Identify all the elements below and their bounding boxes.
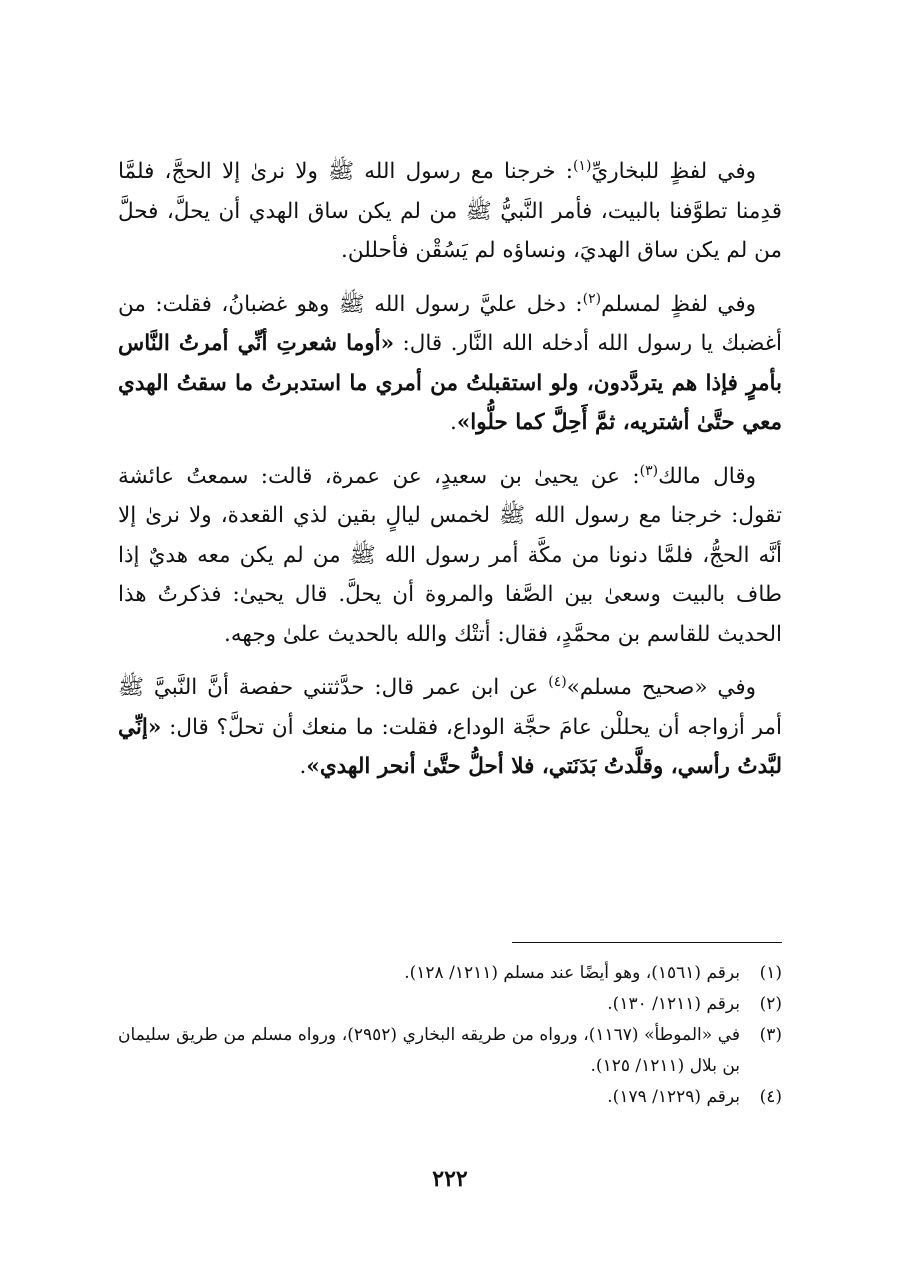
paragraph (118, 152, 782, 271)
paragraph-text: : دخل عليَّ رسول الله ﷺ وهو غضبانُ، فقلت: من أغضبك يا رسول الله أدخله الله النَّار. قال: (118, 291, 782, 356)
paragraph (118, 668, 782, 787)
footnote-text: في «الموطأ» (١١٦٧)، ورواه من طريقه البخاري (٢٩٥٢)، ورواه مسلم من طريق سليمان بن بلال (١٢١١/ ١٢٥). (118, 1025, 740, 1076)
main-text (118, 152, 782, 801)
footnote (118, 1020, 782, 1082)
paragraph-text: : عن يحيىٰ بن سعيدٍ، عن عمرة، قالت: سمعتُ عائشة تقول: خرجنا مع رسول الله ﷺ لخمس ليالٍ بقين لذي القعدة، ولا نرىٰ إلا أنَّه الحجُّ، فلمَّا دنونا من مكَّة أمر رسول الله ﷺ من لم يكن معه هديٌ إذا طاف بالبيت وسعىٰ بين الصَّفا والمروة أن يحلَّ. قال يحيىٰ: فذكرتُ هذا الحديث للقاسم بن محمَّدٍ، فقال: أتتْك والله بالحديث علىٰ وجهه. (118, 463, 782, 647)
footnote-text: برقم (١٢١١/ ١٣٠). (607, 994, 740, 1014)
paragraph-text: عن ابن عمر قال: حدَّثتني حفصة أنَّ النَّبيَّ ﷺ أمر أزواجه أن يحللْن عامَ حجَّة الوداع، فقلت: ما منعك أن تحلَّ؟ قال: (118, 675, 782, 740)
footnote-reference: (٢) (582, 290, 602, 307)
footnote-number: (١) (759, 963, 782, 983)
footnote (118, 958, 782, 989)
footnote-number: (٣) (759, 1025, 782, 1045)
paragraph (118, 457, 782, 655)
paragraph-lead: وفي لفظٍ لمسلم (601, 291, 757, 317)
footnote-divider (512, 942, 782, 943)
footnotes (118, 958, 782, 1113)
footnote-text: برقم (١٥٦١)، وهو أيضًا عند مسلم (١٢١١/ ١٢٨). (404, 963, 740, 983)
footnote (118, 1082, 782, 1113)
footnote-reference: (١) (572, 157, 592, 174)
paragraph (118, 285, 782, 443)
footnote-number: (٤) (759, 1087, 782, 1107)
footnote-number: (٢) (759, 994, 782, 1014)
paragraph-end: . (299, 754, 307, 779)
paragraph-lead: وفي «صحيح مسلم» (566, 675, 756, 700)
paragraph-text: : خرجنا مع رسول الله ﷺ ولا نرىٰ إلا الحجَّ، فلمَّا قدِمنا تطوَّفنا بالبيت، فأمر النَّبيُّ ﷺ من لم يكن ساق الهدي أن يحلَّ، فحلَّ من لم يكن ساق الهديَ، ونساؤه لم يَسُقْن فأحللن. (118, 159, 782, 263)
paragraph-end: . (449, 410, 457, 435)
paragraph-lead: وفي لفظٍ للبخاريِّ (591, 159, 756, 184)
footnote (118, 989, 782, 1020)
footnote-reference: (٣) (639, 462, 659, 479)
footnote-reference: (٤) (548, 673, 567, 690)
paragraph-lead: وقال مالك (658, 463, 757, 489)
page-number: ٢٢٢ (432, 1166, 468, 1192)
hadith-quote: «إنِّي لبَّدتُ رأسي، وقلَّدتُ بَدَنَتي، فلا أحلُّ حتَّىٰ أنحر الهدي» (118, 714, 782, 779)
footnote-text: برقم (١٢٢٩/ ١٧٩). (607, 1087, 740, 1107)
hadith-quote: «أوما شعرتِ أنِّي أمرتُ النَّاس بأمرٍ فإذا هم يتردَّدون، ولو استقبلتُ من أمري ما استدبرتُ ما سقتُ الهدي معي حتَّىٰ أشتريه، ثمَّ أَحِلَّ كما حلُّوا» (118, 331, 782, 435)
